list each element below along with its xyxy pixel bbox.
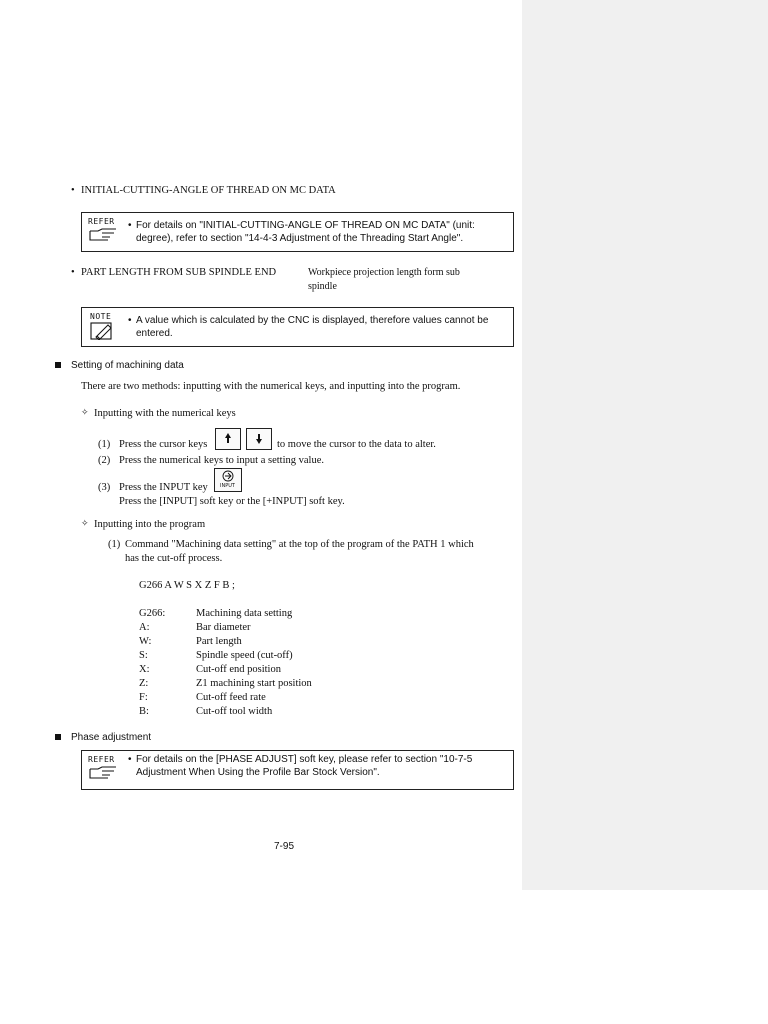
- notepad-pencil-icon: [88, 322, 118, 340]
- note-label: NOTE: [90, 312, 112, 321]
- note-box: [81, 307, 514, 347]
- gcode-command: G266 A W S X Z F B ;: [139, 580, 235, 591]
- heading-inputting-program: Inputting into the program: [94, 519, 206, 530]
- setting-intro: There are two methods: inputting with the numerical keys, and inputting into the program.: [81, 381, 461, 392]
- step3-text-b: Press the [INPUT] soft key or the [+INPUT] soft key.: [119, 496, 345, 507]
- def-desc: Cut-off end position: [196, 664, 281, 675]
- refer-text-line2: degree), refer to section "14-4-3 Adjustment of the Threading Start Angle".: [136, 233, 464, 244]
- prog-step1-number: (1): [108, 539, 121, 550]
- phase-text-line2: Adjustment When Using the Profile Bar Stock Version".: [136, 767, 380, 778]
- cursor-down-key[interactable]: [246, 428, 272, 450]
- step1-text-a: Press the cursor keys: [119, 439, 208, 450]
- item-initial-cutting-angle: • INITIAL-CUTTING-ANGLE OF THREAD ON MC DATA: [81, 184, 336, 198]
- def-code: F:: [139, 692, 148, 703]
- diamond-bullet-icon: ✧: [81, 408, 89, 418]
- arrow-down-icon: [247, 429, 271, 449]
- def-code: A:: [139, 622, 150, 633]
- enter-arrow-icon: [215, 470, 241, 484]
- prog-step1-line2: has the cut-off process.: [125, 553, 223, 564]
- step2-number: (2): [98, 455, 111, 466]
- def-code: B:: [139, 706, 149, 717]
- step2-text: Press the numerical keys to input a setting value.: [119, 455, 324, 466]
- def-code: X:: [139, 664, 150, 675]
- def-desc: Part length: [196, 636, 242, 647]
- def-code: S:: [139, 650, 148, 661]
- comment-margin-panel: [522, 0, 768, 890]
- cursor-up-key[interactable]: [215, 428, 241, 450]
- phase-text-line1: For details on the [PHASE ADJUST] soft key, please refer to section "10-7-5: [136, 754, 473, 765]
- item-part-length: • PART LENGTH FROM SUB SPINDLE END: [81, 266, 276, 280]
- prog-step1-line1: Command "Machining data setting" at the top of the program of the PATH 1 which: [125, 539, 474, 550]
- def-code: W:: [139, 636, 152, 647]
- def-code: G266:: [139, 608, 166, 619]
- def-desc: Spindle speed (cut-off): [196, 650, 293, 661]
- heading-setting-machining-data: Setting of machining data: [71, 360, 184, 371]
- step3-number: (3): [98, 482, 111, 493]
- refer-label: REFER: [88, 217, 115, 226]
- step1-text-b: to move the cursor to the data to alter.: [277, 439, 436, 450]
- def-code: Z:: [139, 678, 149, 689]
- page-number: 7-95: [274, 841, 295, 852]
- note-text-line2: entered.: [136, 328, 173, 339]
- def-desc: Cut-off tool width: [196, 706, 273, 717]
- arrow-up-icon: [216, 429, 240, 449]
- heading-phase-adjustment: Phase adjustment: [71, 732, 152, 743]
- section-bullet-square: [55, 734, 61, 740]
- refer-badge: [88, 217, 122, 245]
- refer-box-threading: [81, 212, 514, 252]
- def-desc: Machining data setting: [196, 608, 293, 619]
- refer-text-line1: For details on "INITIAL-CUTTING-ANGLE OF THREAD ON MC DATA" (unit:: [136, 220, 475, 231]
- def-desc: Cut-off feed rate: [196, 692, 266, 703]
- refer-badge: [88, 755, 122, 783]
- pointing-hand-icon: [88, 765, 118, 781]
- note-text-line1: A value which is calculated by the CNC is displayed, therefore values cannot be: [136, 315, 489, 326]
- part-length-desc-line1: Workpiece projection length form sub: [308, 267, 460, 278]
- part-length-description: [308, 266, 460, 294]
- refer-label: REFER: [88, 755, 115, 764]
- diamond-bullet-icon: ✧: [81, 519, 89, 529]
- step3-text-a: Press the INPUT key: [119, 482, 208, 493]
- note-badge: [88, 312, 122, 340]
- heading-numerical-keys: Inputting with the numerical keys: [94, 408, 236, 419]
- part-length-desc-line2: spindle: [308, 281, 337, 292]
- step1-number: (1): [98, 439, 111, 450]
- def-desc: Z1 machining start position: [196, 678, 312, 689]
- refer-box-phase: [81, 750, 514, 790]
- def-desc: Bar diameter: [196, 622, 251, 633]
- input-key[interactable]: [214, 468, 242, 492]
- input-key-label: INPUT: [220, 483, 235, 489]
- section-bullet-square: [55, 362, 61, 368]
- pointing-hand-icon: [88, 227, 118, 243]
